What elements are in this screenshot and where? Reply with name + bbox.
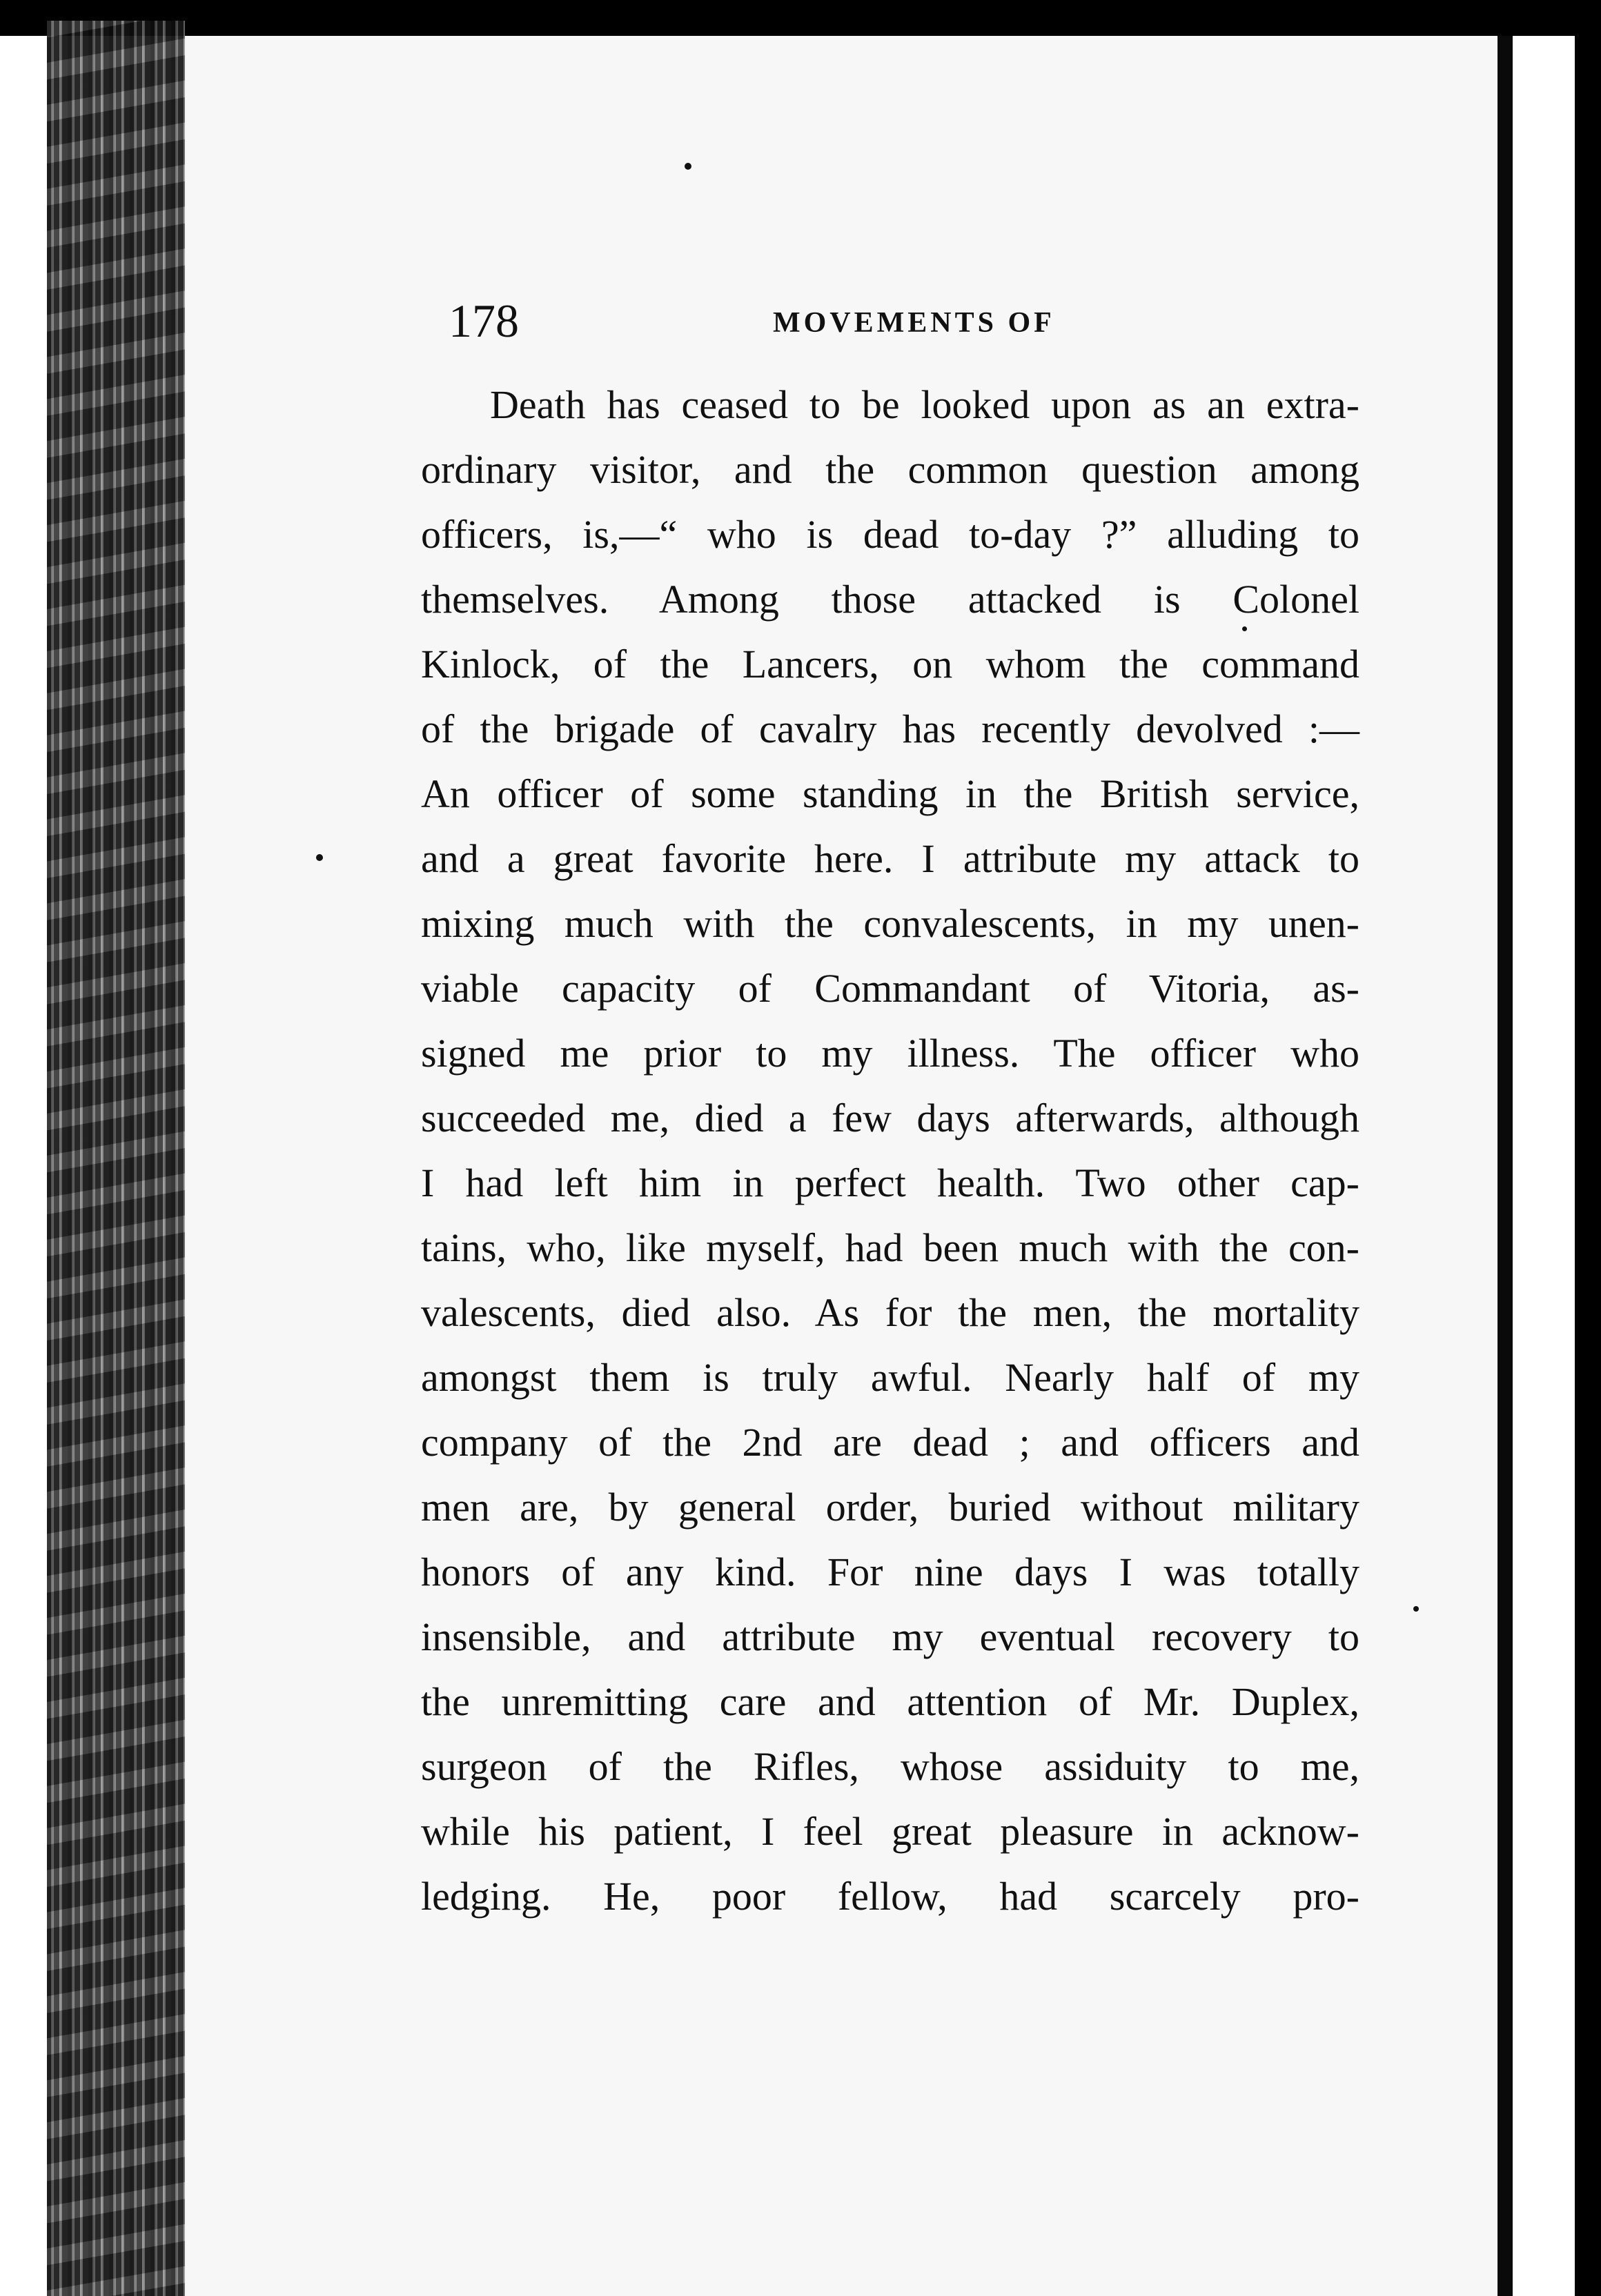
text-line: while his patient, I feel great pleasure in acknow- [421,1809,1359,1854]
scan-speck [685,163,691,170]
text-line: insensible, and attribute my eventual recovery to [421,1614,1359,1659]
text-line: surgeon of the Rifles, whose assiduity to me, [421,1744,1359,1789]
scan-speck [1413,1606,1419,1612]
text-line: company of the 2nd are dead ; and officers and [421,1420,1359,1465]
facing-page-edge [1513,36,1575,2296]
text-line: of the brigade of cavalry has recently devolved :— [421,706,1359,751]
text-line: viable capacity of Commandant of Vitoria, as- [421,966,1359,1011]
text-line: ledging. He, poor fellow, had scarcely pro- [421,1874,1359,1919]
text-line: Death has ceased to be looked upon as an extra- [490,382,1359,427]
text-line: themselves. Among those attacked is Colonel [421,577,1359,622]
text-line: officers, is,—“ who is dead to-day ?” alluding to [421,512,1359,557]
running-title: MOVEMENTS OF [773,307,1055,339]
text-line: amongst them is truly awful. Nearly half of my [421,1355,1359,1400]
text-line: men are, by general order, buried without military [421,1485,1359,1530]
scan-right-border [1575,0,1601,2296]
scan-speck [316,854,323,861]
page-gutter [1497,36,1513,2296]
text-line: and a great favorite here. I attribute my attack to [421,836,1359,881]
page-number: 178 [449,295,519,347]
text-line: Kinlock, of the Lancers, on whom the command [421,642,1359,686]
text-line: mixing much with the convalescents, in my unen- [421,901,1359,946]
body-text [421,373,1359,1929]
text-line: valescents, died also. As for the men, the mortality [421,1290,1359,1335]
text-line: the unremitting care and attention of Mr. Duplex, [421,1679,1359,1724]
text-line: An officer of some standing in the British service, [421,771,1359,816]
text-line: tains, who, like myself, had been much with the con- [421,1225,1359,1270]
scan-top-border [0,0,1601,36]
text-line: signed me prior to my illness. The officer who [421,1031,1359,1076]
text-line: ordinary visitor, and the common question among [421,447,1359,492]
text-line: honors of any kind. For nine days I was totally [421,1550,1359,1594]
text-line: succeeded me, died a few days afterwards, although [421,1096,1359,1140]
text-line: I had left him in perfect health. Two other cap- [421,1160,1359,1205]
running-head [449,294,1359,352]
book-spine-shading [47,21,185,2296]
